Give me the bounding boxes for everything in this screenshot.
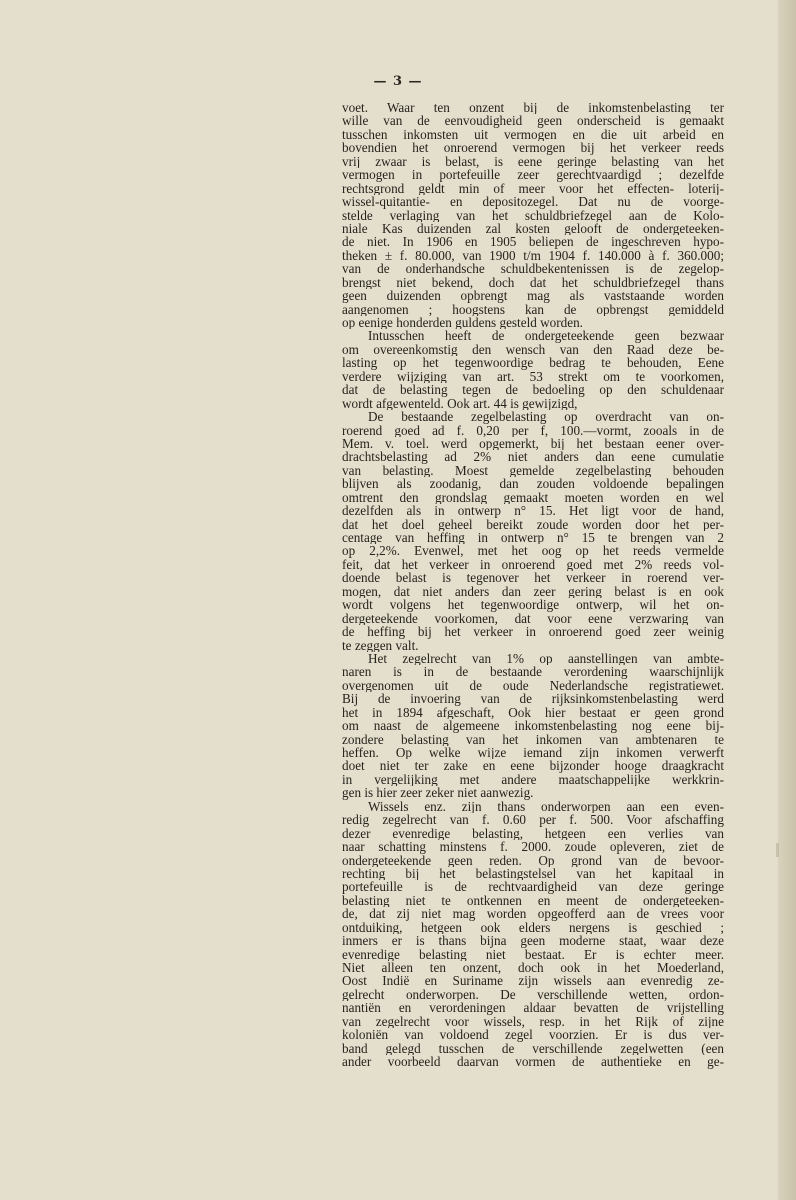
text-line: centage van heffing in ontwerp n° 15 te brengen van 2 <box>342 531 724 545</box>
text-line: bovendien het onroerend vermogen bij het verkeer reeds <box>342 141 724 155</box>
text-line: wordt volgens het tegenwoordige ontwerp, wil het on- <box>342 598 724 612</box>
text-line: gelrecht onderworpen. De verschillende wetten, ordon- <box>342 987 724 1002</box>
text-line: lasting op het tegenwoordige bedrag te behouden, Eene <box>342 356 724 370</box>
text-line: omtrent den grondslag gemaakt moeten worden en wel <box>342 490 724 505</box>
text-line: rechtsgrond geldt min of meer voor het effecten- loterij- <box>342 181 724 196</box>
text-line: in vergelijking met andere maatschappelijke werkkrin- <box>342 772 724 787</box>
text-line: vrij zwaar is belast, is eene geringe belasting van het <box>342 154 724 169</box>
text-line: vermogen in portefeuille zeer gerechtvaardigd ; dezelfde <box>342 168 724 182</box>
paragraph <box>342 652 724 800</box>
text-line: dat de belasting tegen de bedoeling op den schuldenaar <box>342 383 724 397</box>
text-line: verdere wijziging van art. 53 strekt om te voorkomen, <box>342 369 724 384</box>
text-line: brengst niet bekend, doch dat het schuldbriefzegel thans <box>342 275 724 290</box>
text-line: Bij de invoering van de rijksinkomstenbelasting werd <box>342 692 724 706</box>
text-line: op 2,2%. Evenwel, met het oog op het reeds vermelde <box>342 544 724 558</box>
text-line: Oost Indië en Suriname zijn wissels aan evenredig ze- <box>342 974 724 988</box>
paragraph <box>342 800 724 1069</box>
text-line: doet niet ter zake en eene bijzonder hooge draagkracht <box>342 759 724 773</box>
text-line: overgenomen uit de oude Nederlandsche registratiewet. <box>342 678 724 693</box>
text-line: drachtsbelasting ad 2% niet anders dan eene cumulatie <box>342 450 724 464</box>
text-line: Wissels enz. zijn thans onderworpen aan een even- <box>368 799 724 814</box>
text-line: dergeteekende voorkomen, dat voor eene verzwaring van <box>342 611 724 626</box>
text-line: de, dat zij niet mag worden opgeofferd aan de vrees voor <box>342 907 724 921</box>
text-line: band gelegd tusschen de verschillende zegelwetten (een <box>342 1041 724 1056</box>
text-line: ontduiking, hetgeen ook elders nergens is geschied ; <box>342 920 724 935</box>
text-line: nantiën en verordeningen aldaar bevatten de vrijstelling <box>342 1001 724 1015</box>
text-line: portefeuille is de rechtvaardigheid van deze geringe <box>342 880 724 894</box>
text-line: koloniën van voldoend zegel voorzien. Er is dus ver- <box>342 1028 724 1042</box>
text-line: redig zegelrecht van f. 0.60 per f. 500. Voor afschaffing <box>342 813 724 827</box>
text-line: zondere belasting van het inkomen van ambtenaren te <box>342 732 724 746</box>
text-line: wissel-quitantie- en depositozegel. Dat nu de voorge- <box>342 195 724 209</box>
page-number: — 3 — <box>373 74 423 89</box>
text-line: gen is hier zeer zeker niet aanwezig. <box>342 786 534 800</box>
text-line: om naast de algemeene inkomstenbelasting nog eene bij- <box>342 719 724 733</box>
body-text <box>342 101 724 1069</box>
text-line: tusschen inkomsten uit vermogen en die uit arbeid en <box>342 127 724 142</box>
text-line: theken ± f. 80.000, van 1900 t/m 1904 f. 140.000 à f. 360.000; <box>342 248 724 263</box>
text-line: feit, dat het verkeer in onroerend goed met 2% reeds vol- <box>342 557 724 572</box>
text-line: Mem. v. toel. werd opgemerkt, bij het bestaan eener over- <box>342 436 724 451</box>
text-line: Intusschen heeft de ondergeteekende geen bezwaar <box>368 329 724 343</box>
text-line: op eenige honderden guldens gesteld worden. <box>342 316 583 330</box>
text-line: Niet alleen ten onzent, doch ook in het Moederland, <box>342 961 724 975</box>
text-line: doende belast is tegenover het verkeer in roerend ver- <box>342 571 724 585</box>
text-line: naren is in de bestaande verordening waarschijnlijk <box>342 665 724 679</box>
text-line: belasting niet te ontkennen en meent de ondergeteeken- <box>342 893 724 908</box>
text-line: wordt afgewenteld. Ook art. 44 is gewijzigd, <box>342 396 578 411</box>
text-line: de heffing bij het verkeer in onroerend goed zeer weinig <box>342 625 724 639</box>
text-line: dezer evenredige belasting, hetgeen een verlies van <box>342 826 724 841</box>
text-line: van zegelrecht voor wissels, resp. in het Rijk of zijne <box>342 1014 724 1029</box>
text-line: wille van de eenvoudigheid geen onderscheid is gemaakt <box>342 114 724 128</box>
text-line: voet. Waar ten onzent bij de inkomstenbelasting ter <box>342 101 724 115</box>
text-line: de niet. In 1906 en 1905 beliepen de ingeschreven hypo- <box>342 235 724 249</box>
page-edge-shadow <box>778 0 796 1200</box>
paragraph <box>342 329 724 410</box>
text-line: inmers er is thans bijna geen moderne staat, waar deze <box>342 934 724 948</box>
text-line: van belasting. Moest gemelde zegelbelasting behouden <box>342 463 724 478</box>
paragraph <box>342 410 724 652</box>
text-line: Het zegelrecht van 1% op aanstellingen van ambte- <box>368 651 724 666</box>
text-line: rechting bij het belastingstelsel van het kapitaal in <box>342 866 724 881</box>
text-line: dezelfden als in ontwerp n° 15. Het ligt voor de hand, <box>342 504 724 518</box>
text-line: dat het doel geheel bereikt zoude worden door het per- <box>342 517 724 531</box>
text-line: blijven als zoodanig, dan zouden voldoende bepalingen <box>342 477 724 491</box>
text-line: om overeenkomstig den wensch van den Raad deze be- <box>342 342 724 357</box>
text-line: ander voorbeeld daarvan vormen de authentieke en ge- <box>342 1055 724 1069</box>
text-line: van de onderhandsche schuldbekentenissen is de zegelop- <box>342 262 724 276</box>
text-line: geen duizenden opbrengt mag als vaststaande worden <box>342 289 724 303</box>
text-line: niale Kas duizenden zal kosten gelooft de ondergeteeken- <box>342 221 724 236</box>
text-line: naar schatting minstens f. 2000. zoude opleveren, ziet de <box>342 840 724 854</box>
text-line: het in 1894 afgeschaft, Ook hier bestaat er geen grond <box>342 705 724 720</box>
text-line: aangenomen ; hoogstens kan de opbrengst gemiddeld <box>342 302 724 316</box>
text-line: stelde verlaging van het schuldbriefzegel aan de Kolo- <box>342 208 724 222</box>
text-line: heffen. Op welke wijze iemand zijn inkomen verwerft <box>342 746 724 760</box>
paragraph <box>342 101 724 329</box>
text-line: ondergeteekende geen reden. Op grond van de bevoor- <box>342 853 724 867</box>
text-line: evenredige belasting niet bestaat. Er is echter meer. <box>342 947 724 961</box>
text-line: De bestaande zegelbelasting op overdracht van on- <box>368 410 724 424</box>
text-line: te zeggen valt. <box>342 638 419 652</box>
text-line: roerend goed ad f. 0,20 per f, 100.—vormt, zooals in de <box>342 423 724 437</box>
margin-mark <box>776 843 779 857</box>
text-line: mogen, dat niet anders dan zeer gering belast is en ook <box>342 584 724 599</box>
